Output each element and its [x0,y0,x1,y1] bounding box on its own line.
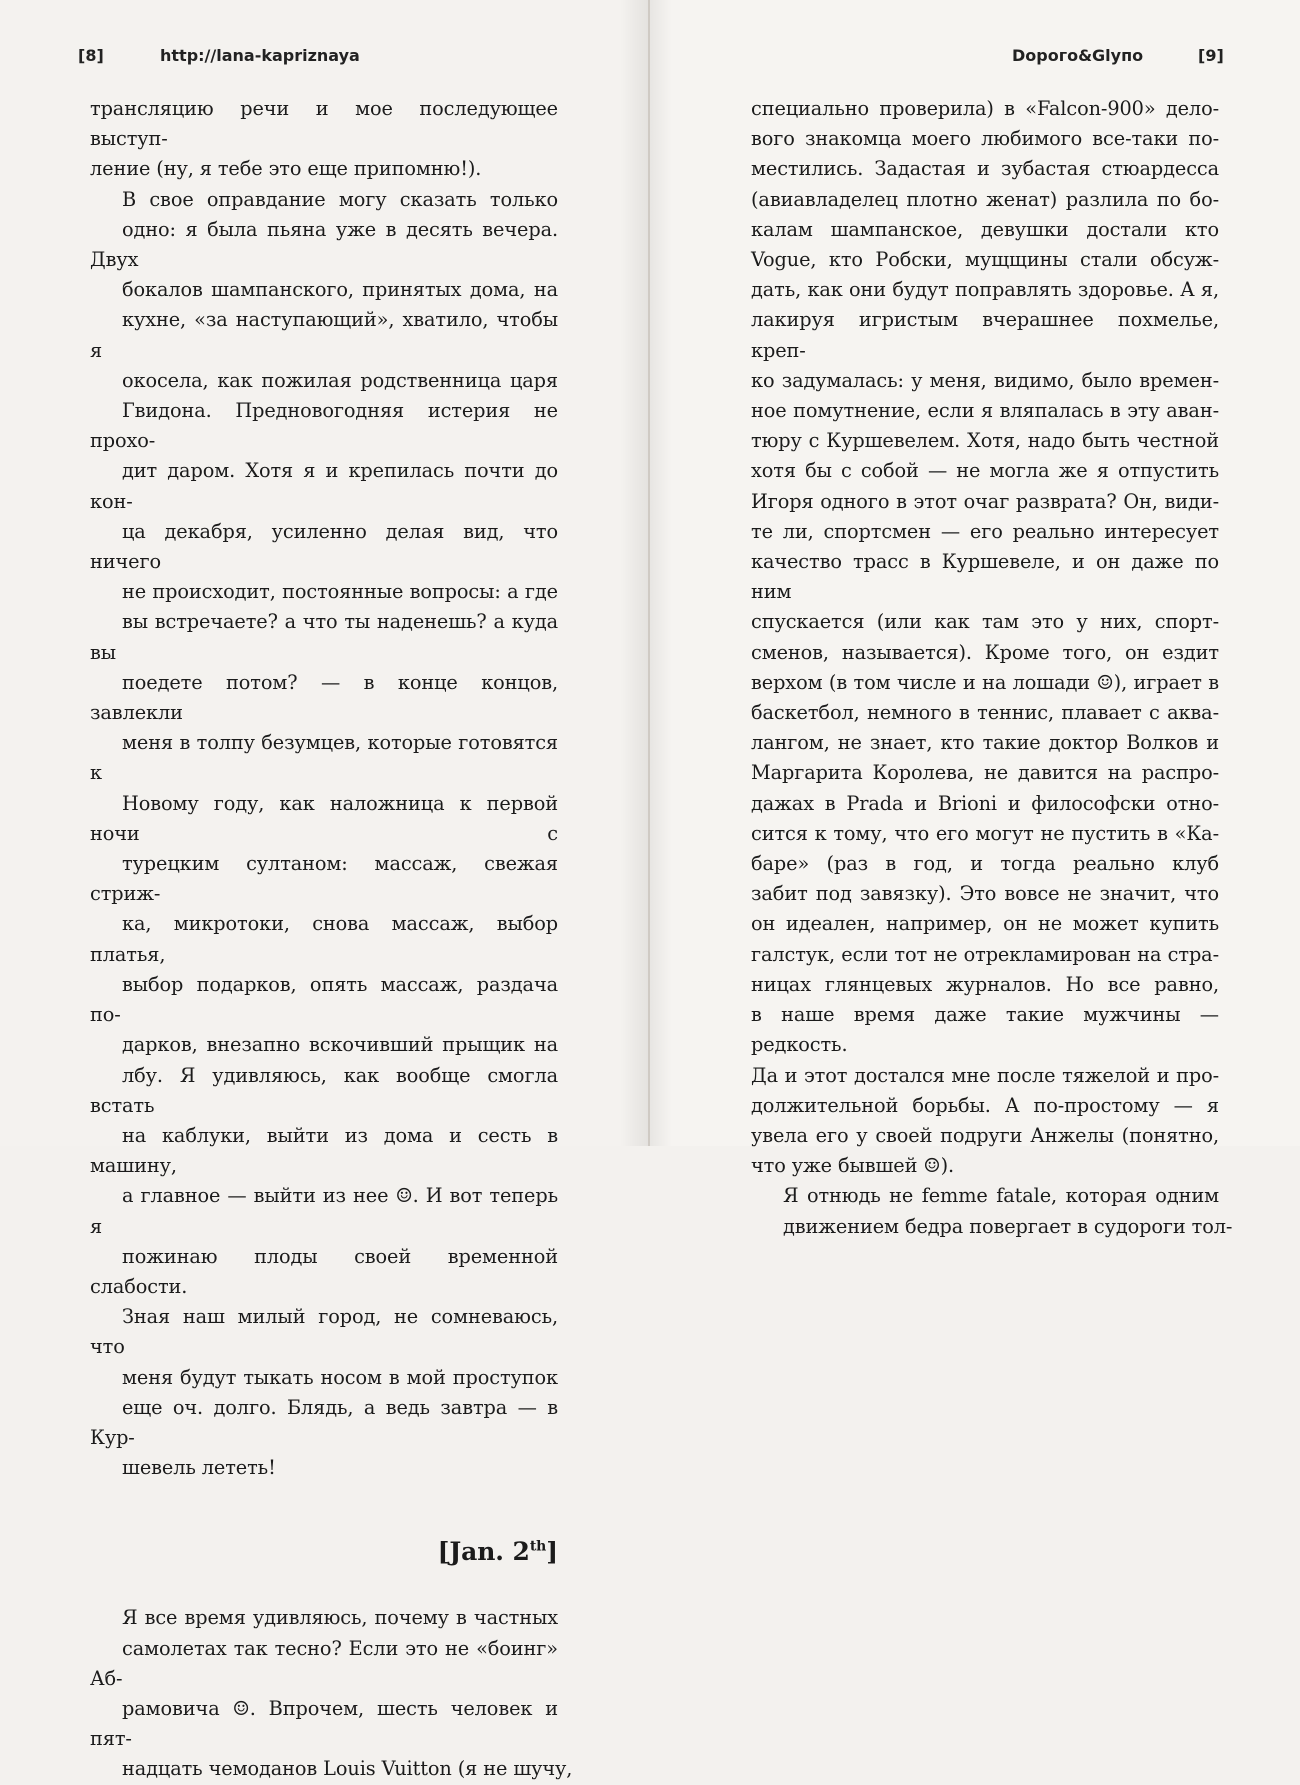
text-line: лакируя игристым вчерашнее похмелье, креп- [751,308,1219,362]
text-line: дарков, внезапно вскочивший прыщик на [122,1033,558,1057]
text-line: качество трасс в Куршевеле, и он даже по ним [751,550,1219,604]
text-line: на каблуки, выйти из дома и сесть в машину, [90,1123,558,1178]
text-line: баскетбол, немного в теннис, плавает с аква- [751,701,1219,725]
paragraph [751,1181,1233,1241]
text-line: те ли, спортсмен — его реально интересует [751,519,1219,543]
text-line: тюру с Куршевелем. Хотя, надо быть честной [751,429,1219,453]
text-line: галстук, если тот не отрекламирован на стра- [751,942,1219,966]
gutter-shadow [650,0,672,1146]
text-line: Гвидона. Предновогодняя истерия не прохо- [90,399,558,453]
date-heading: [Jan. 2th] [437,1537,558,1567]
text-line: Да и этот достался мне после тяжелой и про- [751,1063,1219,1087]
text-line: окосела, как пожилая родственница царя [122,368,558,392]
text-line: вого знакомца моего любимого все-таки по- [751,127,1219,151]
text-line: еще оч. долго. Блядь, а ведь завтра — в Кур- [90,1395,558,1449]
text-line: Я отнюдь не femme fatale, которая одним [783,1184,1219,1208]
text-line: ца декабря, усиленно делая вид, что ничего [90,519,558,574]
text-line: что уже бывшей ☺). [751,1154,955,1178]
text-line: он идеален, например, он не может купить [751,912,1219,936]
text-line: а главное — выйти из нее ☺. И вот теперь я [90,1184,558,1238]
text-line: кухне, «за наступающий», хватило, чтобы я [90,308,558,362]
text-line: (авиавладелец плотно женат) разлила по бо- [751,187,1219,211]
text-line: вы встречаете? а что ты наденешь? а куда вы [90,610,558,664]
text-line: спускается (или как там это у них, спорт- [751,610,1219,634]
right-body-text [751,94,1233,1242]
page-number: [8] [78,46,104,65]
paragraph [90,1603,573,1784]
text-line: баре» (раз в год, и тогда реально клуб [751,852,1219,876]
text-line: ницах глянцевых журналов. Но все равно, [751,972,1219,996]
text-line: ление (ну, я тебе это еще припомню!). [90,157,482,181]
text-line: сменов, называется). Кроме того, он ездит [751,640,1219,664]
text-line: должительной борьбы. А по-простому — я [751,1093,1219,1117]
text-line: Маргарита Королева, не давится на распро- [751,761,1219,785]
text-line: поедете потом? — в конце концов, завлекли [90,670,558,725]
gutter-shadow [620,0,650,1146]
text-line: дит даром. Хотя я и крепилась почти до кон- [90,459,558,513]
text-line: лбу. Я удивляюсь, как вообще смогла встать [90,1063,558,1117]
text-line: специально проверила) в «Falcon-900» дело- [751,97,1219,120]
text-line: ко задумалась: у меня, видимо, было времен- [751,368,1219,392]
left-page [0,0,650,1781]
page-number: [9] [1198,46,1224,65]
text-line: увела его у своей подруги Анжелы (понятно, [751,1123,1219,1147]
text-line: пожинаю плоды своей временной слабости. [90,1244,558,1298]
text-line: забит под завязку). Это вовсе не значит, что [751,882,1219,906]
running-head: http://lana-kapriznaya [160,46,360,65]
running-head: Dорого&Glупо [1012,46,1144,65]
text-line: дажах в Prada и Brioni и философски отно- [751,791,1219,815]
text-line: сится к тому, что его могут не пустить в «Ка- [751,821,1219,845]
text-line: Новому году, как наложница к первой ночи с [90,791,558,845]
text-line: дать, как они будут поправлять здоровье. А я, [751,278,1219,302]
text-line: меня будут тыкать носом в мой проступок [122,1365,558,1389]
text-line: одно: я была пьяна уже в десять вечера. Двух [90,217,558,272]
paragraph [90,185,558,1484]
text-line: ное помутнение, если я вляпалась в эту аван- [751,399,1219,423]
text-line: выбор подарков, опять массаж, раздача по- [90,972,558,1027]
paragraph [90,94,558,185]
text-line: бокалов шампанского, принятых дома, на [122,278,558,302]
text-line: лангом, не знает, кто такие доктор Волков и [751,731,1219,755]
text-line: не происходит, постоянные вопросы: а где [122,580,558,604]
right-page [650,0,1300,1238]
text-line: надцать чемоданов Louis Vuitton (я не шучу, [122,1757,573,1781]
text-line: турецким султаном: массаж, свежая стриж- [90,852,558,906]
text-line: Vogue, кто Робски, мущщины стали обсуж- [751,248,1219,272]
text-line: шевель лететь! [122,1456,276,1480]
text-line: меня в толпу безумцев, которые готовятся к [90,731,558,785]
text-line: Я все время удивляюсь, почему в частных [122,1606,558,1630]
text-line: самолетах так тесно? Если это не «боинг» Аб- [90,1636,558,1690]
left-body-text [90,94,573,1785]
text-line: хотя бы с собой — не могла же я отпустить [751,459,1219,483]
paragraph [751,94,1219,1181]
text-line: Зная наш милый город, не сомневаюсь, что [90,1305,558,1359]
text-line: калам шампанское, девушки достали кто [751,217,1219,241]
text-line: ка, микротоки, снова массаж, выбор платья, [90,912,558,966]
text-line: В свое оправдание могу сказать только [122,187,558,211]
text-line: Игоря одного в этот очаг разврата? Он, види- [751,489,1219,513]
text-line: в наше время даже такие мужчины — редкость. [751,1003,1219,1057]
text-line: местились. Задастая и зубастая стюардесса [751,157,1219,181]
text-line: трансляцию речи и мое последующее выступ- [90,97,558,151]
text-line: движением бедра повергает в судороги тол- [783,1214,1233,1238]
text-line: верхом (в том числе и на лошади ☺), играет в [751,670,1219,694]
text-line: рамовича ☺. Впрочем, шесть человек и пят- [90,1696,558,1751]
